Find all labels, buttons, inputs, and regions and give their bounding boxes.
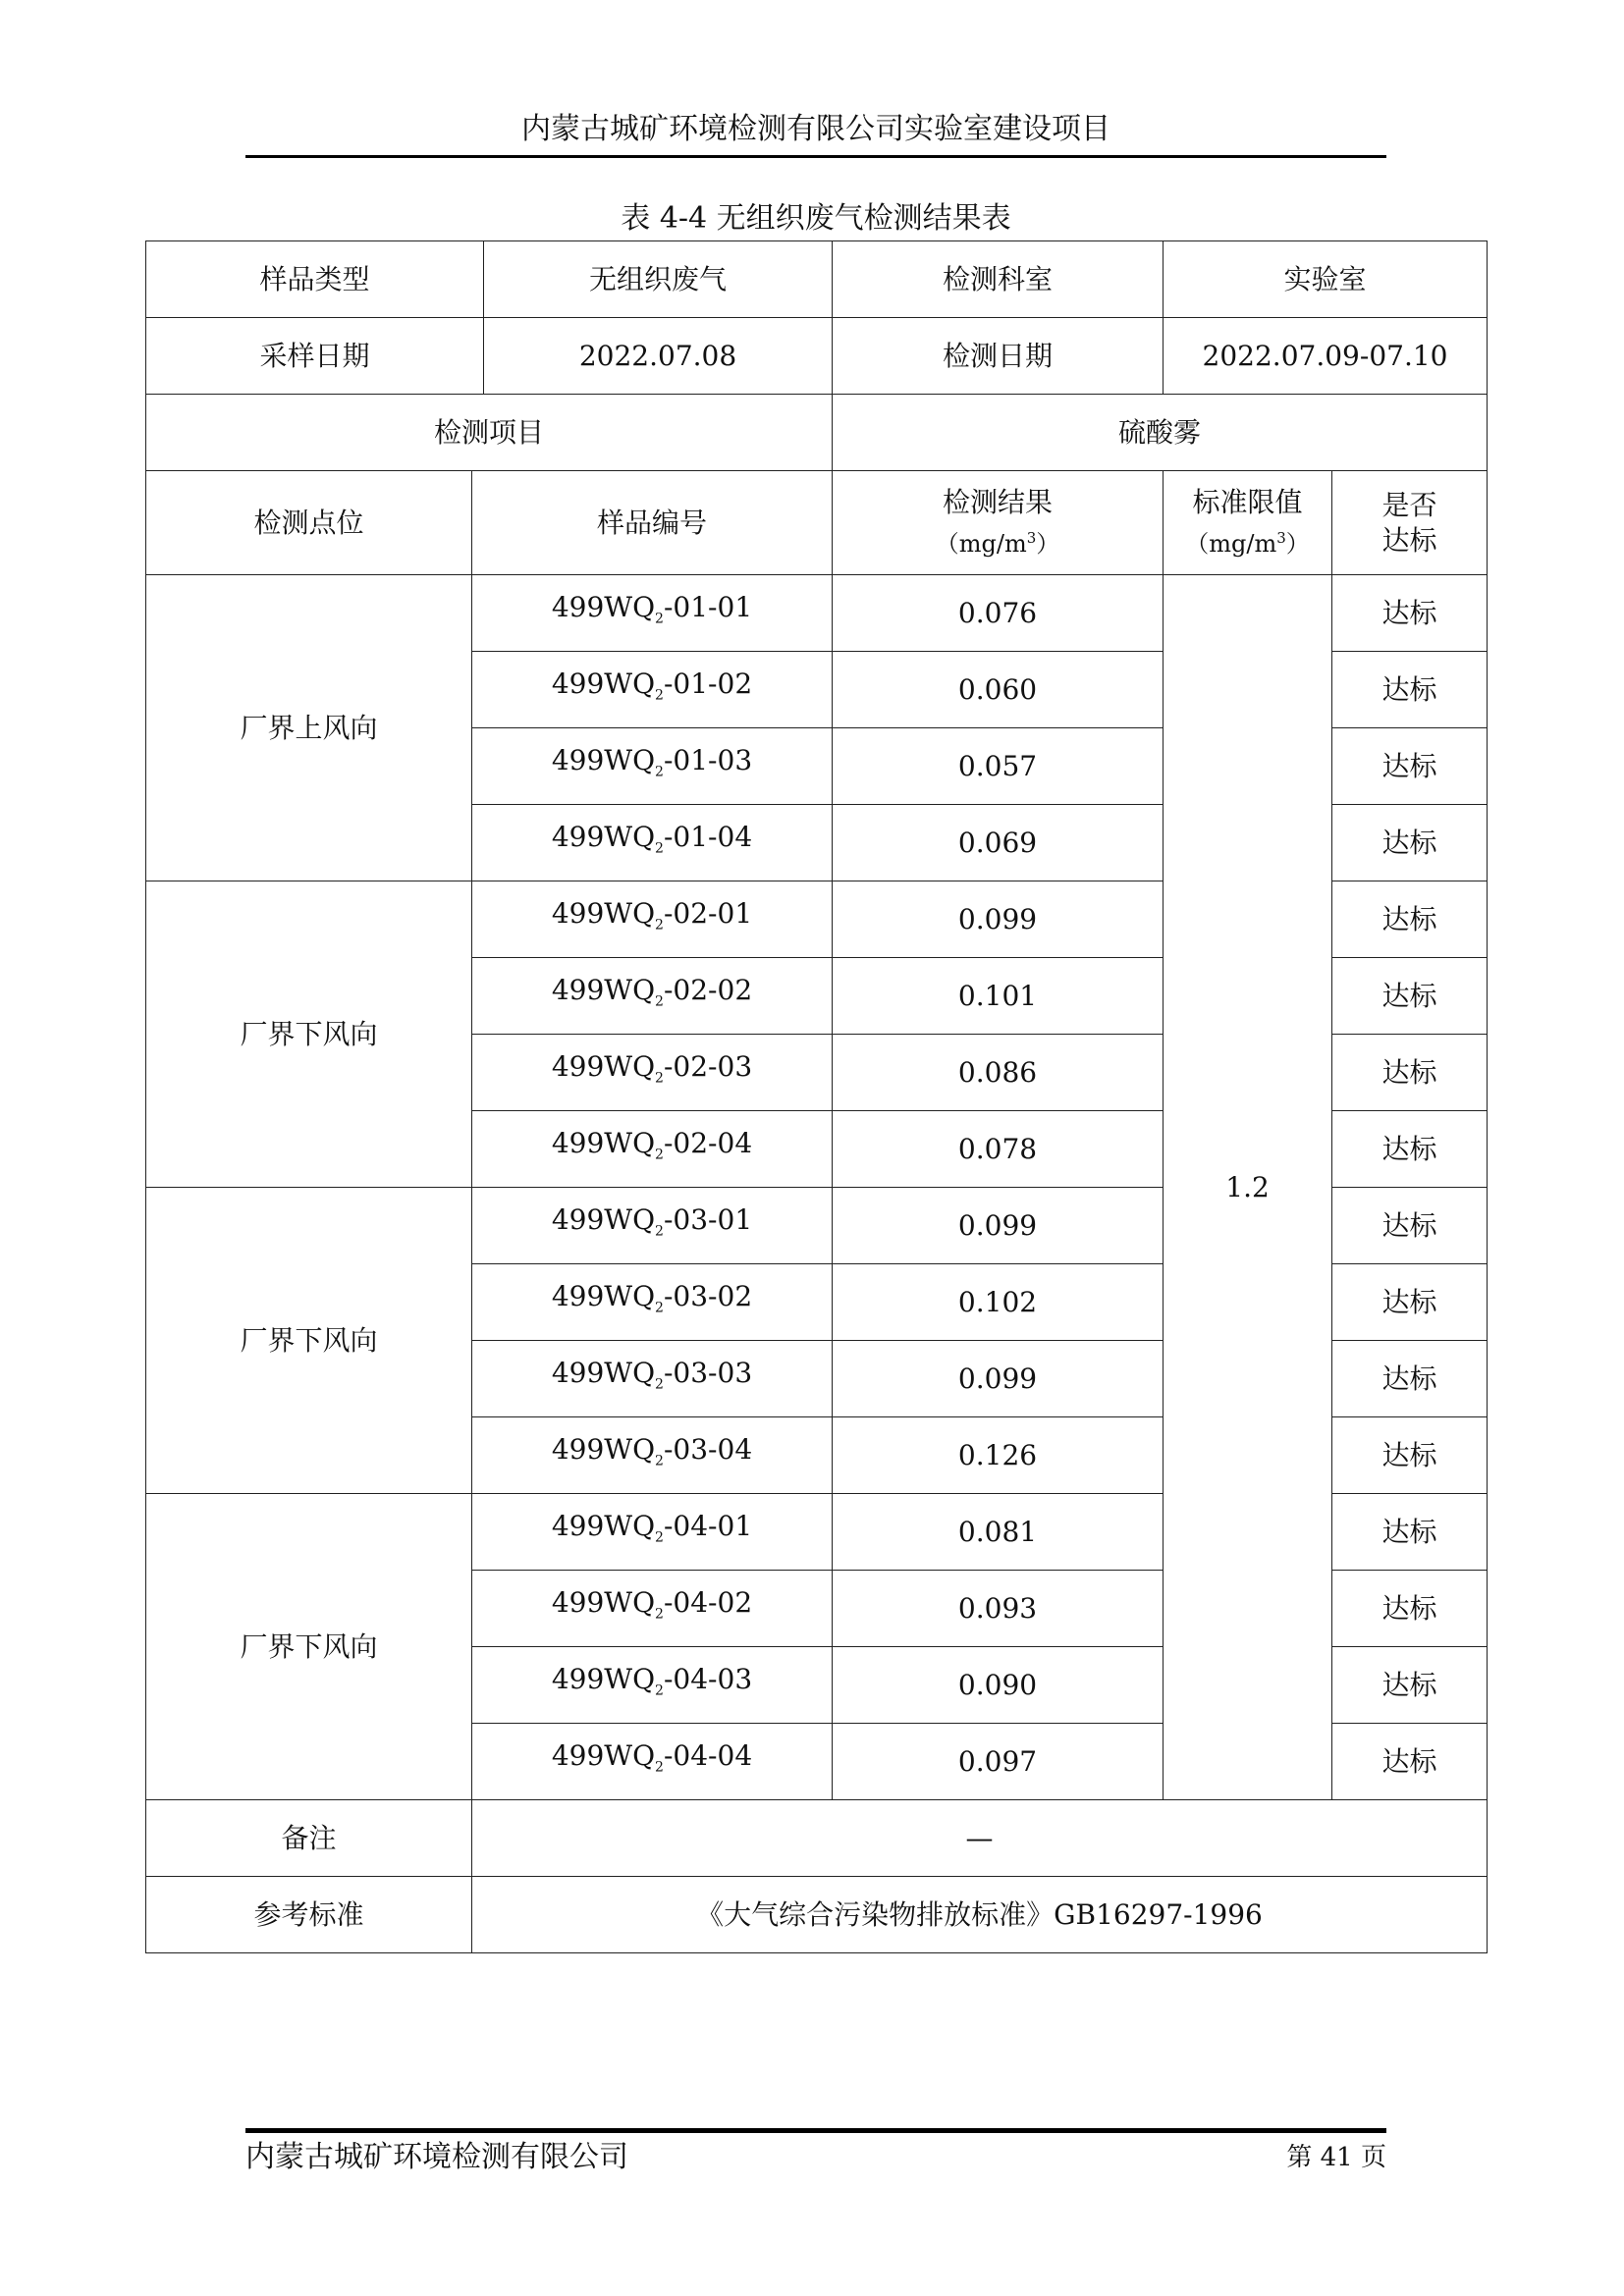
sample-no-cell [472, 1111, 833, 1188]
sample-no-cell [472, 1341, 833, 1417]
sample-no-suffix: -02-02 [663, 973, 753, 1006]
pass-cell: 达标 [1332, 1111, 1488, 1188]
sample-no-cell [472, 1571, 833, 1647]
sample-type-value: 无组织废气 [484, 241, 833, 318]
sample-no-suffix: -03-01 [663, 1202, 753, 1236]
point-cell: 厂界下风向 [146, 1494, 472, 1800]
result-cell: 0.076 [833, 575, 1164, 652]
limit-unit-sup: 3 [1276, 528, 1286, 547]
reference-value: 《大气综合污染物排放标准》GB16297-1996 [472, 1877, 1488, 1953]
result-unit-sup: 3 [1026, 528, 1037, 547]
sample-no-suffix: -02-01 [663, 896, 753, 930]
lab-value: 实验室 [1164, 241, 1488, 318]
results-table [145, 240, 1488, 1953]
sample-no-prefix: 499WQ [551, 1585, 656, 1619]
pass-cell: 达标 [1332, 728, 1488, 805]
pass-cell: 达标 [1332, 1264, 1488, 1341]
limit-value-cell: 1.2 [1164, 575, 1332, 1800]
table-row [146, 575, 1488, 652]
pass-cell: 达标 [1332, 1417, 1488, 1494]
sample-no-sub: 2 [655, 1070, 664, 1087]
sample-no-sub: 2 [655, 1223, 664, 1240]
sample-no-suffix: -01-03 [663, 743, 753, 776]
sample-no-prefix: 499WQ [551, 1356, 656, 1389]
sample-no-sub: 2 [655, 1682, 664, 1699]
sample-no-prefix: 499WQ [551, 1432, 656, 1466]
sample-no-sub: 2 [655, 687, 664, 704]
sample-no-prefix: 499WQ [551, 1202, 656, 1236]
result-cell: 0.102 [833, 1264, 1164, 1341]
notes-row [146, 1800, 1488, 1877]
limit-unit-close: ） [1285, 529, 1310, 558]
sample-no-sub: 2 [655, 764, 664, 780]
col-pass-line1: 是否 [1381, 488, 1437, 521]
pass-cell: 达标 [1332, 1647, 1488, 1724]
col-limit-header [1164, 471, 1332, 575]
pass-cell: 达标 [1332, 1571, 1488, 1647]
result-cell: 0.069 [833, 805, 1164, 881]
reference-label: 参考标准 [146, 1877, 472, 1953]
sample-no-cell [472, 958, 833, 1035]
sample-no-sub: 2 [655, 1147, 664, 1163]
result-unit-base: （mg/m [935, 529, 1027, 558]
sample-no-cell [472, 1264, 833, 1341]
sampling-date-label: 采样日期 [146, 318, 484, 395]
sample-no-prefix: 499WQ [551, 1738, 656, 1772]
sample-no-cell [472, 1647, 833, 1724]
item-label: 检测项目 [146, 395, 833, 471]
pass-cell: 达标 [1332, 881, 1488, 958]
sample-no-sub: 2 [655, 1453, 664, 1469]
point-cell: 厂界下风向 [146, 881, 472, 1188]
col-sample-no-header: 样品编号 [472, 471, 833, 575]
sample-no-cell [472, 652, 833, 728]
col-limit-unit [1164, 520, 1331, 561]
sample-no-sub: 2 [655, 1759, 664, 1776]
sample-no-suffix: -01-01 [663, 590, 753, 623]
sample-no-sub: 2 [655, 1300, 664, 1316]
col-result-title: 检测结果 [943, 485, 1054, 518]
sample-no-sub: 2 [655, 611, 664, 627]
pass-cell: 达标 [1332, 1494, 1488, 1571]
test-date-label: 检测日期 [833, 318, 1164, 395]
sample-no-prefix: 499WQ [551, 896, 656, 930]
sample-no-suffix: -01-02 [663, 667, 753, 700]
sample-no-cell [472, 1494, 833, 1571]
col-result-unit [833, 520, 1163, 561]
info-row-2 [146, 318, 1488, 395]
point-cell: 厂界上风向 [146, 575, 472, 881]
col-result-header [833, 471, 1164, 575]
sample-no-prefix: 499WQ [551, 590, 656, 623]
sample-no-sub: 2 [655, 1376, 664, 1393]
sample-no-prefix: 499WQ [551, 1662, 656, 1695]
sampling-date-value: 2022.07.08 [484, 318, 833, 395]
sample-no-sub: 2 [655, 840, 664, 857]
point-cell: 厂界下风向 [146, 1188, 472, 1494]
table-caption: 表 4-4 无组织废气检测结果表 [621, 201, 1011, 236]
sample-no-cell [472, 881, 833, 958]
sample-no-prefix: 499WQ [551, 973, 656, 1006]
footer-company: 内蒙古城矿环境检测有限公司 [245, 2140, 628, 2174]
col-pass-header [1332, 471, 1488, 575]
sample-no-cell [472, 1417, 833, 1494]
result-cell: 0.126 [833, 1417, 1164, 1494]
sample-no-suffix: -03-02 [663, 1279, 753, 1312]
pass-cell: 达标 [1332, 1188, 1488, 1264]
result-cell: 0.099 [833, 1188, 1164, 1264]
result-cell: 0.086 [833, 1035, 1164, 1111]
result-cell: 0.099 [833, 1341, 1164, 1417]
sample-no-cell [472, 1035, 833, 1111]
sample-no-prefix: 499WQ [551, 820, 656, 853]
col-limit-title: 标准限值 [1192, 485, 1303, 518]
sample-no-suffix: -01-04 [663, 820, 753, 853]
col-pass-line2: 达标 [1381, 523, 1437, 557]
lab-label: 检测科室 [833, 241, 1164, 318]
sample-no-cell [472, 1188, 833, 1264]
result-cell: 0.099 [833, 881, 1164, 958]
result-cell: 0.101 [833, 958, 1164, 1035]
sample-no-suffix: -02-04 [663, 1126, 753, 1159]
sample-no-sub: 2 [655, 993, 664, 1010]
sample-no-suffix: -02-03 [663, 1049, 753, 1083]
sample-no-prefix: 499WQ [551, 1126, 656, 1159]
footer-page-number: 第 41 页 [1286, 2143, 1386, 2172]
header-rule [245, 155, 1386, 158]
sample-no-suffix: -04-03 [663, 1662, 753, 1695]
pass-cell: 达标 [1332, 805, 1488, 881]
result-unit-close: ） [1036, 529, 1060, 558]
sample-no-suffix: -03-04 [663, 1432, 753, 1466]
column-header-row [146, 471, 1488, 575]
sample-no-prefix: 499WQ [551, 667, 656, 700]
reference-row [146, 1877, 1488, 1953]
result-cell: 0.078 [833, 1111, 1164, 1188]
notes-label: 备注 [146, 1800, 472, 1877]
sample-no-suffix: -03-03 [663, 1356, 753, 1389]
info-row-3 [146, 395, 1488, 471]
col-point-header: 检测点位 [146, 471, 472, 575]
sample-no-cell [472, 728, 833, 805]
result-cell: 0.090 [833, 1647, 1164, 1724]
limit-unit-base: （mg/m [1185, 529, 1277, 558]
result-cell: 0.081 [833, 1494, 1164, 1571]
sample-no-prefix: 499WQ [551, 743, 656, 776]
sample-no-suffix: -04-01 [663, 1509, 753, 1542]
sample-no-suffix: -04-04 [663, 1738, 753, 1772]
result-cell: 0.097 [833, 1724, 1164, 1800]
sample-no-sub: 2 [655, 917, 664, 934]
pass-cell: 达标 [1332, 958, 1488, 1035]
sample-no-cell [472, 1724, 833, 1800]
page-header-title: 内蒙古城矿环境检测有限公司实验室建设项目 [521, 112, 1110, 146]
sample-no-sub: 2 [655, 1529, 664, 1546]
sample-no-cell [472, 575, 833, 652]
sample-no-sub: 2 [655, 1606, 664, 1623]
pass-cell: 达标 [1332, 1341, 1488, 1417]
notes-value: — [472, 1800, 1488, 1877]
result-cell: 0.057 [833, 728, 1164, 805]
pass-cell: 达标 [1332, 1035, 1488, 1111]
pass-cell: 达标 [1332, 575, 1488, 652]
result-cell: 0.093 [833, 1571, 1164, 1647]
test-date-value: 2022.07.09-07.10 [1164, 318, 1488, 395]
pass-cell: 达标 [1332, 652, 1488, 728]
sample-no-suffix: -04-02 [663, 1585, 753, 1619]
sample-no-prefix: 499WQ [551, 1509, 656, 1542]
sample-no-cell [472, 805, 833, 881]
info-row-1 [146, 241, 1488, 318]
item-value: 硫酸雾 [833, 395, 1488, 471]
footer-rule [245, 2128, 1386, 2133]
sample-type-label: 样品类型 [146, 241, 484, 318]
pass-cell: 达标 [1332, 1724, 1488, 1800]
result-cell: 0.060 [833, 652, 1164, 728]
sample-no-prefix: 499WQ [551, 1049, 656, 1083]
sample-no-prefix: 499WQ [551, 1279, 656, 1312]
